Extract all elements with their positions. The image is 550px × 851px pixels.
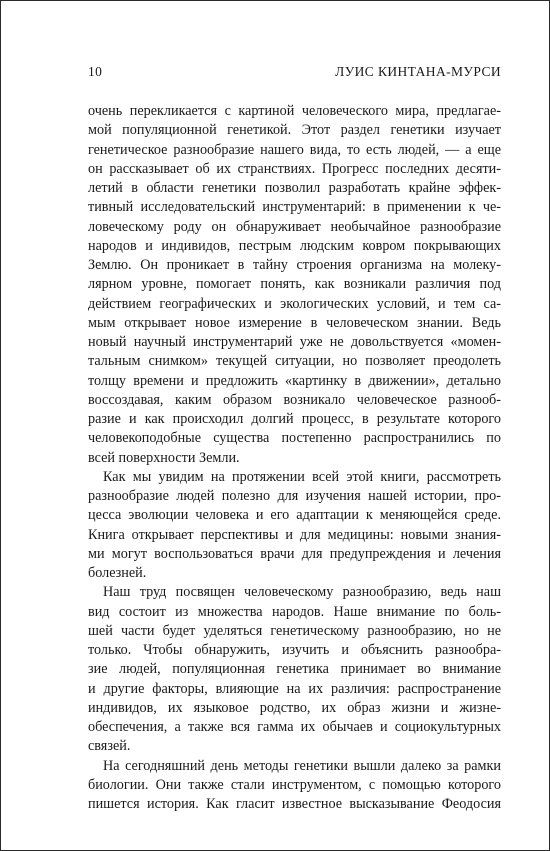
text-line: тальным снимком» текущей ситуации, но позволяет преодолеть — [88, 353, 501, 370]
text-line: Как мы увидим на протяжении всей этой книги, рассмотреть — [103, 468, 501, 485]
text-line: и другие факторы, влияющие на их различия: распространение — [88, 680, 501, 697]
text-line: индивидов, их языковое родство, их образ жизни и жизне- — [88, 699, 501, 716]
text-line: пишется история. Как гласит известное высказывание Феодосия — [88, 796, 501, 812]
text-line: разнообразие людей полезно для изучения нашей истории, про- — [88, 488, 501, 504]
text-line: ми могут воспользоваться врачи для предупреждения и лечения — [88, 545, 501, 562]
text-line: воссоздавая, каким образом возникало человеческое разнооб- — [88, 391, 501, 408]
text-line: летий в области генетики позволил разработать крайне эффек- — [88, 180, 501, 196]
text-line: толщу времени и предложить «картинку в движении», детально — [88, 372, 501, 389]
body-text — [88, 102, 501, 814]
text-line: народов и индивидов, пестрым людским ковром покрывающих — [88, 237, 501, 254]
text-line: мой популяционной генетикой. Этот раздел генетики изучает — [88, 122, 501, 139]
text-line: вид состоит из множества народов. Наше внимание по боль- — [88, 603, 501, 620]
text-line: генетическое разнообразие нашего вида, то есть людей, — а еще — [88, 141, 501, 158]
running-head — [88, 64, 501, 84]
text-line: новый научный инструментарий уже не довольствуется «момен- — [88, 334, 501, 350]
text-line: обеспечения, а также вся гамма их обычаев и социокультурных — [88, 719, 501, 735]
text-line: болезней. — [88, 565, 147, 581]
text-line: мым открывает новое измерение в человеческом знании. Ведь — [88, 314, 501, 331]
text-line: только. Чтобы обнаружить, изучить и объяснить разнообра- — [88, 642, 501, 658]
text-line: Книга открывает перспективы и для медицины: новыми знания- — [88, 526, 501, 543]
running-title: ЛУИС КИНТАНА-МУРСИ — [335, 64, 501, 79]
text-line: ловеческому роду он обнаруживает необычайное разнообразие — [88, 218, 501, 235]
text-line: лярном уровне, помогает понять, как возникали различия под — [88, 276, 501, 293]
text-line: Наш труд посвящен человеческому разнообразию, ведь наш — [103, 584, 501, 601]
text-line: очень перекликается с картиной человеческого мира, предлагае- — [88, 103, 501, 119]
text-line: связей. — [88, 738, 131, 755]
page-number: 10 — [88, 64, 103, 79]
text-line: всей поверхности Земли. — [88, 449, 240, 466]
text-line: зие людей, популяционная генетика принимает во внимание — [88, 661, 501, 678]
text-line: действием географических и экологических условий, и тем са- — [88, 295, 501, 312]
text-line: цесса эволюции человека и его адаптации к меняющейся среде. — [88, 507, 501, 524]
text-line: тивный исследовательский инструментарий: в применении к че- — [88, 199, 501, 216]
text-line: разие и как происходил долгий процесс, в результате которого — [88, 411, 501, 427]
text-line: Землю. Он проникает в тайну строения организма на молеку- — [88, 257, 501, 273]
text-line: На сегодняшний день методы генетики вышли далеко за рамки — [103, 757, 501, 774]
text-line: человекоподобные существа постепенно распространились по — [88, 430, 501, 447]
text-line: шей части будет уделяться генетическому разнообразию, но не — [88, 622, 501, 639]
text-line: он рассказывает об их странствиях. Прогресс последних десяти- — [88, 160, 501, 177]
text-line: биологии. Они также стали инструментом, с помощью которого — [88, 776, 501, 793]
